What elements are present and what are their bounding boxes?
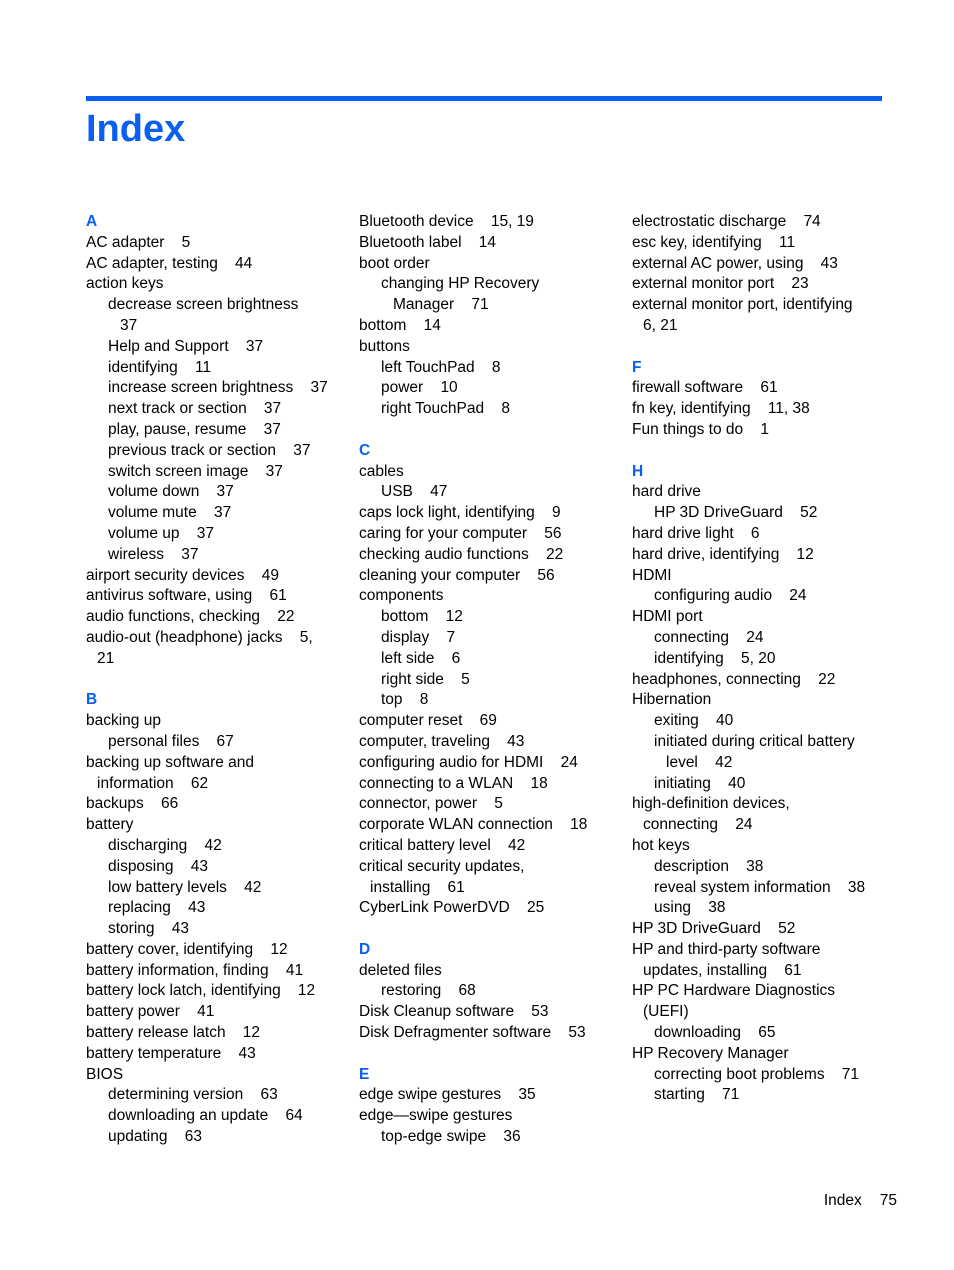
index-subentry: initiated during critical battery [654,732,855,750]
index-entry: battery release latch 12 [86,1024,261,1042]
section-gap [632,337,882,358]
index-entry: (UEFI) [643,1003,689,1021]
index-subentry: identifying 5, 20 [654,649,776,667]
index-subentry: downloading 65 [654,1024,776,1042]
index-entry: external monitor port 23 [632,275,809,293]
index-subentry: display 7 [381,628,456,646]
index-entry: updates, installing 61 [643,961,802,979]
index-subentry: storing 43 [108,920,189,938]
index-entry: battery temperature 43 [86,1044,256,1062]
index-entry: configuring audio for HDMI 24 [359,753,578,771]
index-entry: Bluetooth label 14 [359,233,497,251]
index-entry: corporate WLAN connection 18 [359,816,588,834]
index-entry: HDMI port [632,608,703,626]
index-subentry: USB 47 [381,483,448,501]
index-entry: external monitor port, identifying [632,296,853,314]
index-entry: battery information, finding 41 [86,961,304,979]
index-entry: esc key, identifying 11 [632,233,796,251]
index-entry: computer, traveling 43 [359,732,525,750]
index-subentry: determining version 63 [108,1086,278,1104]
index-subentry: 37 [120,316,138,334]
index-subentry: correcting boot problems 71 [654,1065,860,1083]
section-letter: C [359,441,371,459]
index-subentry: wireless 37 [108,545,199,563]
index-entry: hot keys [632,836,690,854]
section-letter: F [632,358,642,376]
index-entry: information 62 [97,774,209,792]
index-entry: cleaning your computer 56 [359,566,555,584]
index-entry: hard drive light 6 [632,524,760,542]
index-subentry: top 8 [381,691,429,709]
index-entry: connecting 24 [643,816,753,834]
title-rule [86,96,882,101]
index-subentry: discharging 42 [108,836,222,854]
index-entry: audio-out (headphone) jacks 5, [86,628,313,646]
index-subentry: decrease screen brightness [108,296,299,314]
index-entry: hard drive, identifying 12 [632,545,814,563]
index-subentry: volume up 37 [108,524,214,542]
index-column-2 [359,212,621,1148]
index-subentry: exiting 40 [654,712,734,730]
index-entry: headphones, connecting 22 [632,670,836,688]
index-subentry: identifying 11 [108,358,212,376]
index-subentry: replacing 43 [108,899,206,917]
index-subentry: low battery levels 42 [108,878,262,896]
section-gap [86,670,348,691]
index-subentry: configuring audio 24 [654,587,807,605]
index-entry: bottom 14 [359,316,441,334]
index-entry: computer reset 69 [359,712,497,730]
index-subentry: switch screen image 37 [108,462,283,480]
index-entry: Disk Defragmenter software 53 [359,1024,586,1042]
index-subentry: Help and Support 37 [108,337,264,355]
index-entry: HP Recovery Manager [632,1044,789,1062]
section-gap [632,441,882,462]
index-entry: HP PC Hardware Diagnostics [632,982,836,1000]
index-entry: airport security devices 49 [86,566,279,584]
section-gap [359,1044,621,1065]
index-entry: caps lock light, identifying 9 [359,504,561,522]
index-entry: AC adapter, testing 44 [86,254,253,272]
index-subentry: updating 63 [108,1128,202,1146]
index-entry: buttons [359,337,410,355]
index-subentry: right side 5 [381,670,470,688]
index-entry: cables [359,462,404,480]
index-entry: HP and third-party software [632,940,821,958]
index-subentry: next track or section 37 [108,400,282,418]
index-entry: 21 [97,649,115,667]
section-letter: D [359,940,371,958]
index-entry: HP 3D DriveGuard 52 [632,920,796,938]
index-entry: checking audio functions 22 [359,545,564,563]
index-subentry: initiating 40 [654,774,746,792]
index-subentry: connecting 24 [654,628,764,646]
index-entry: antivirus software, using 61 [86,587,287,605]
index-entry: deleted files [359,961,442,979]
index-subentry: Manager 71 [393,296,489,314]
index-subentry: power 10 [381,379,458,397]
page-footer [824,1192,897,1210]
index-column-3 [632,212,882,1106]
footer-label: Index [823,1192,862,1209]
index-subentry: increase screen brightness 37 [108,379,328,397]
page-number: 75 [879,1192,897,1209]
index-subentry: disposing 43 [108,857,208,875]
index-entry: components [359,587,444,605]
index-entry: battery lock latch, identifying 12 [86,982,316,1000]
index-entry: caring for your computer 56 [359,524,562,542]
index-entry: Hibernation [632,691,712,709]
index-subentry: reveal system information 38 [654,878,866,896]
index-subentry: downloading an update 64 [108,1107,303,1125]
index-entry: edge swipe gestures 35 [359,1086,536,1104]
index-entry: installing 61 [370,878,465,896]
index-subentry: right TouchPad 8 [381,400,510,418]
section-gap [359,420,621,441]
index-entry: HDMI [632,566,672,584]
index-entry: critical battery level 42 [359,836,526,854]
index-entry: battery power 41 [86,1003,215,1021]
index-entry: 6, 21 [643,316,678,334]
index-entry: backing up software and [86,753,255,771]
index-subentry: HP 3D DriveGuard 52 [654,504,818,522]
section-gap [359,919,621,940]
index-subentry: volume down 37 [108,483,234,501]
index-entry: AC adapter 5 [86,233,191,251]
page-title: Index [86,108,186,150]
index-subentry: left TouchPad 8 [381,358,501,376]
index-entry: high-definition devices, [632,795,790,813]
index-subentry: top-edge swipe 36 [381,1128,521,1146]
index-entry: action keys [86,275,164,293]
index-subentry: description 38 [654,857,764,875]
index-entry: battery [86,816,134,834]
index-entry: firewall software 61 [632,379,778,397]
index-entry: critical security updates, [359,857,525,875]
index-subentry: using 38 [654,899,726,917]
index-entry: BIOS [86,1065,124,1083]
index-entry: battery cover, identifying 12 [86,940,288,958]
index-entry: electrostatic discharge 74 [632,213,821,230]
index-entry: Fun things to do 1 [632,420,770,438]
index-subentry: volume mute 37 [108,504,232,522]
index-entry: Bluetooth device 15, 19 [359,213,534,230]
index-entry: boot order [359,254,430,272]
section-letter: B [86,691,98,709]
index-entry: fn key, identifying 11, 38 [632,400,810,418]
section-letter: E [359,1065,370,1083]
index-subentry: personal files 67 [108,732,234,750]
index-entry: backing up [86,712,161,730]
index-entry: CyberLink PowerDVD 25 [359,899,545,917]
index-entry: backups 66 [86,795,179,813]
index-entry: Disk Cleanup software 53 [359,1003,549,1021]
index-subentry: bottom 12 [381,608,463,626]
index-column-1 [86,212,348,1148]
index-subentry: restoring 68 [381,982,476,1000]
index-subentry: starting 71 [654,1086,740,1104]
index-subentry: left side 6 [381,649,461,667]
index-entry: edge—swipe gestures [359,1107,513,1125]
section-letter: H [632,462,644,480]
index-entry: hard drive [632,483,701,501]
section-letter: A [86,213,98,230]
index-subentry: changing HP Recovery [381,275,540,293]
index-subentry: previous track or section 37 [108,441,311,459]
index-entry: audio functions, checking 22 [86,608,295,626]
index-subentry: level 42 [666,753,733,771]
index-subentry: play, pause, resume 37 [108,420,281,438]
index-entry: connecting to a WLAN 18 [359,774,548,792]
index-entry: connector, power 5 [359,795,503,813]
index-entry: external AC power, using 43 [632,254,838,272]
